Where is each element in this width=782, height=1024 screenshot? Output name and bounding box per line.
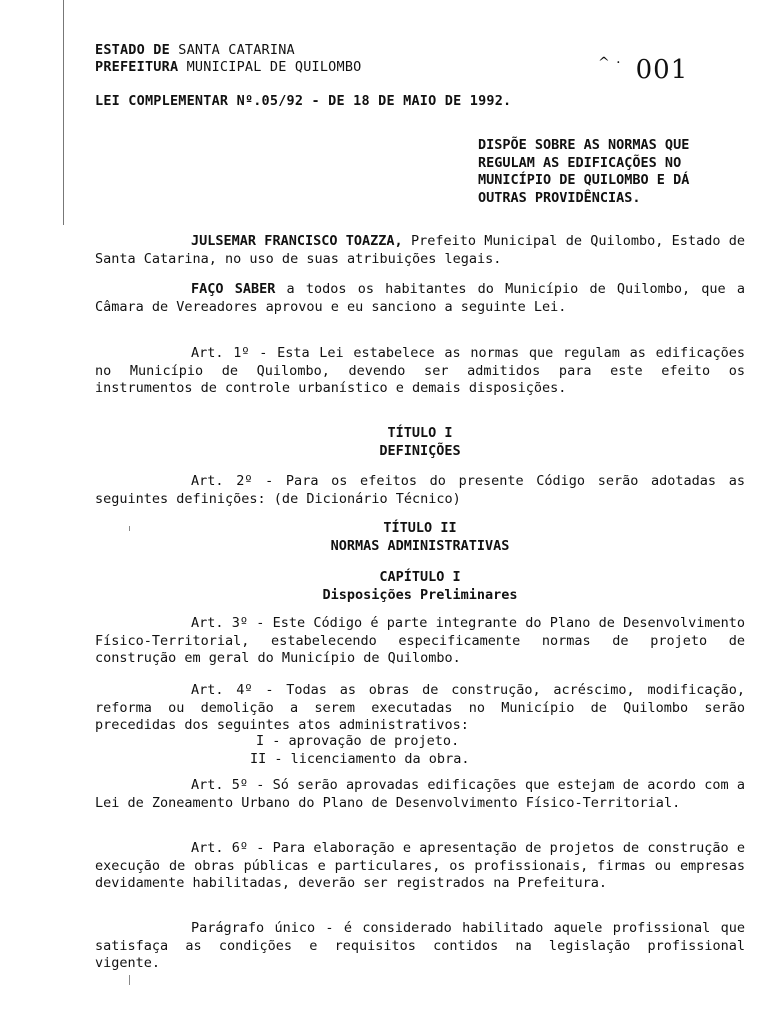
list-item: I - aprovação de projeto. (256, 733, 460, 749)
preamble-enactment: FAÇO SABER a todos os habitantes do Município de Quilombo, que a Câmara de Vereadores aprovou e eu sanciono a seguinte Lei. (95, 281, 745, 315)
law-summary (478, 137, 738, 207)
article-4-items (250, 733, 469, 768)
state-header: ESTADO DE SANTA CATARINA (95, 42, 295, 58)
law-title: LEI COMPLEMENTAR Nº.05/92 - DE 18 DE MAIO DE 1992. (95, 93, 512, 109)
article-2: Art. 2º - Para os efeitos do presente Código serão adotadas as seguintes definições: (de Dicionário Técnico) (95, 473, 745, 507)
summary-line: REGULAM AS EDIFICAÇÕES NO (478, 154, 682, 171)
article-3: Art. 3º - Este Código é parte integrante do Plano de Desenvolvimento Físico-Territorial, estabelecendo especificamente normas de projeto de construção em geral do Município de Quilombo. (95, 615, 745, 666)
capitulo-1-heading: CAPÍTULO I Disposições Preliminares (322, 569, 518, 603)
page-number: ^ · 001 (598, 55, 689, 85)
titulo-1-heading: TÍTULO I DEFINIÇÕES (379, 425, 461, 459)
summary-line: MUNICÍPIO DE QUILOMBO E DÁ (478, 172, 690, 188)
article-5: Art. 5º - Só serão aprovadas edificações que estejam de acordo com a Lei de Zoneamento Urbano do Plano de Desenvolvimento Físico-Territorial. (95, 777, 745, 811)
summary-line: OUTRAS PROVIDÊNCIAS. (478, 189, 641, 206)
list-item: II - licenciamento da obra. (250, 750, 470, 767)
binding-margin-line (63, 0, 64, 225)
article-6: Art. 6º - Para elaboração e apresentação de projetos de construção e execução de obras públicas e particulares, os profissionais, firmas ou empresas devidamente habilitadas, deverão ser registrados na Prefeitura. (95, 840, 745, 891)
margin-mark (129, 975, 130, 985)
paragrafo-unico: Parágrafo único - é considerado habilitado aquele profissional que satisfaça as condições e requisitos contidos na legislação profissional vigente. (95, 920, 745, 971)
summary-line: DISPÕE SOBRE AS NORMAS QUE (478, 137, 690, 153)
preamble-mayor: JULSEMAR FRANCISCO TOAZZA, Prefeito Municipal de Quilombo, Estado de Santa Catarina, no uso de suas atribuições legais. (95, 233, 745, 267)
article-1: Art. 1º - Esta Lei estabelece as normas que regulam as edificações no Município de Quilombo, devendo ser admitidos para este efeito os instrumentos de controle urbanístico e demais disposições. (95, 345, 745, 396)
office-header: PREFEITURA MUNICIPAL DE QUILOMBO (95, 59, 362, 75)
article-4: Art. 4º - Todas as obras de construção, acréscimo, modificação, reforma ou demolição a serem executadas no Município de Quilombo serão precedidas dos seguintes atos administrativos: (95, 682, 745, 733)
titulo-2-heading: TÍTULO II NORMAS ADMINISTRATIVAS (330, 520, 510, 554)
